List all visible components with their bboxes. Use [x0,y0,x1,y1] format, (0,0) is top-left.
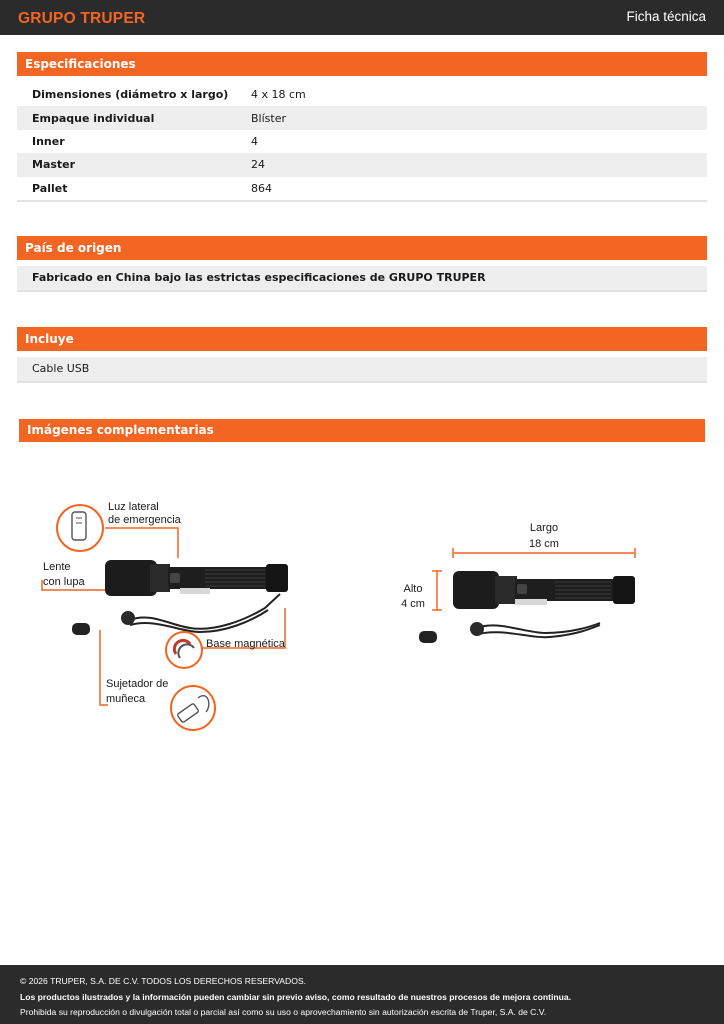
callout-side-light-2: de emergencia [108,514,181,526]
specifications-header: Especificaciones [17,52,707,76]
spec-value: Blíster [251,111,286,125]
origin-text: Fabricado en China bajo las estrictas especificaciones de GRUPO TRUPER [17,266,707,292]
includes-item: Cable USB [17,357,707,383]
spec-value: 4 x 18 cm [251,88,306,102]
footer-notice: Los productos ilustrados y la información pueden cambiar sin previo aviso, como resultado de nuestros procesos de mejora continua. [20,991,572,1002]
images-header: Imágenes complementarias [19,419,705,442]
callout-lens-2: con lupa [43,576,85,588]
flashlight-icon [419,571,635,643]
spec-label: Pallet [32,181,68,195]
footer-copyright: © 2026 TRUPER, S.A. DE C.V. TODOS LOS DERECHOS RESERVADOS. [20,976,307,986]
document-type: Ficha técnica [626,9,706,24]
callout-lens-1: Lente [43,561,71,573]
spec-row [17,177,707,200]
spec-label: Inner [32,134,65,148]
height-label: Alto [403,583,423,595]
flashlight-icon [72,560,288,635]
callout-strap-1: Sujetador de [106,678,169,690]
flashlight-dimensions-image [395,515,645,655]
spec-value: 24 [251,158,265,172]
spec-label: Dimensiones (diámetro x largo) [32,88,229,102]
spec-value: 864 [251,181,272,195]
spec-value: 4 [251,134,258,148]
flashlight-features-image [30,490,300,740]
height-value: 4 cm [401,598,425,610]
spec-row [17,106,707,129]
callout-magnetic-base: Base magnética [206,638,285,650]
includes-header: Incluye [17,327,707,351]
spec-label: Master [32,158,76,172]
spec-row [17,153,707,176]
spec-label: Empaque individual [32,111,155,125]
footer [0,965,724,1024]
footer-restriction: Prohibida su reproducción o divulgación total o parcial así como su uso o aprovechamiento sin autorización escrita de Truper, S.A. de C.V. [20,1007,547,1017]
top-bar [0,0,724,35]
spec-row [17,130,707,153]
callout-side-light-1: Luz lateral [108,501,159,513]
specifications-table [17,83,707,202]
length-label: Largo [529,522,559,534]
brand-logo: GRUPO TRUPER [18,10,146,27]
strap-end [72,623,90,635]
magnet-icon [166,632,202,668]
origin-header: País de origen [17,236,707,260]
callout-strap-2: muñeca [106,693,146,705]
spec-row [17,83,707,106]
length-value: 18 cm [529,538,559,550]
